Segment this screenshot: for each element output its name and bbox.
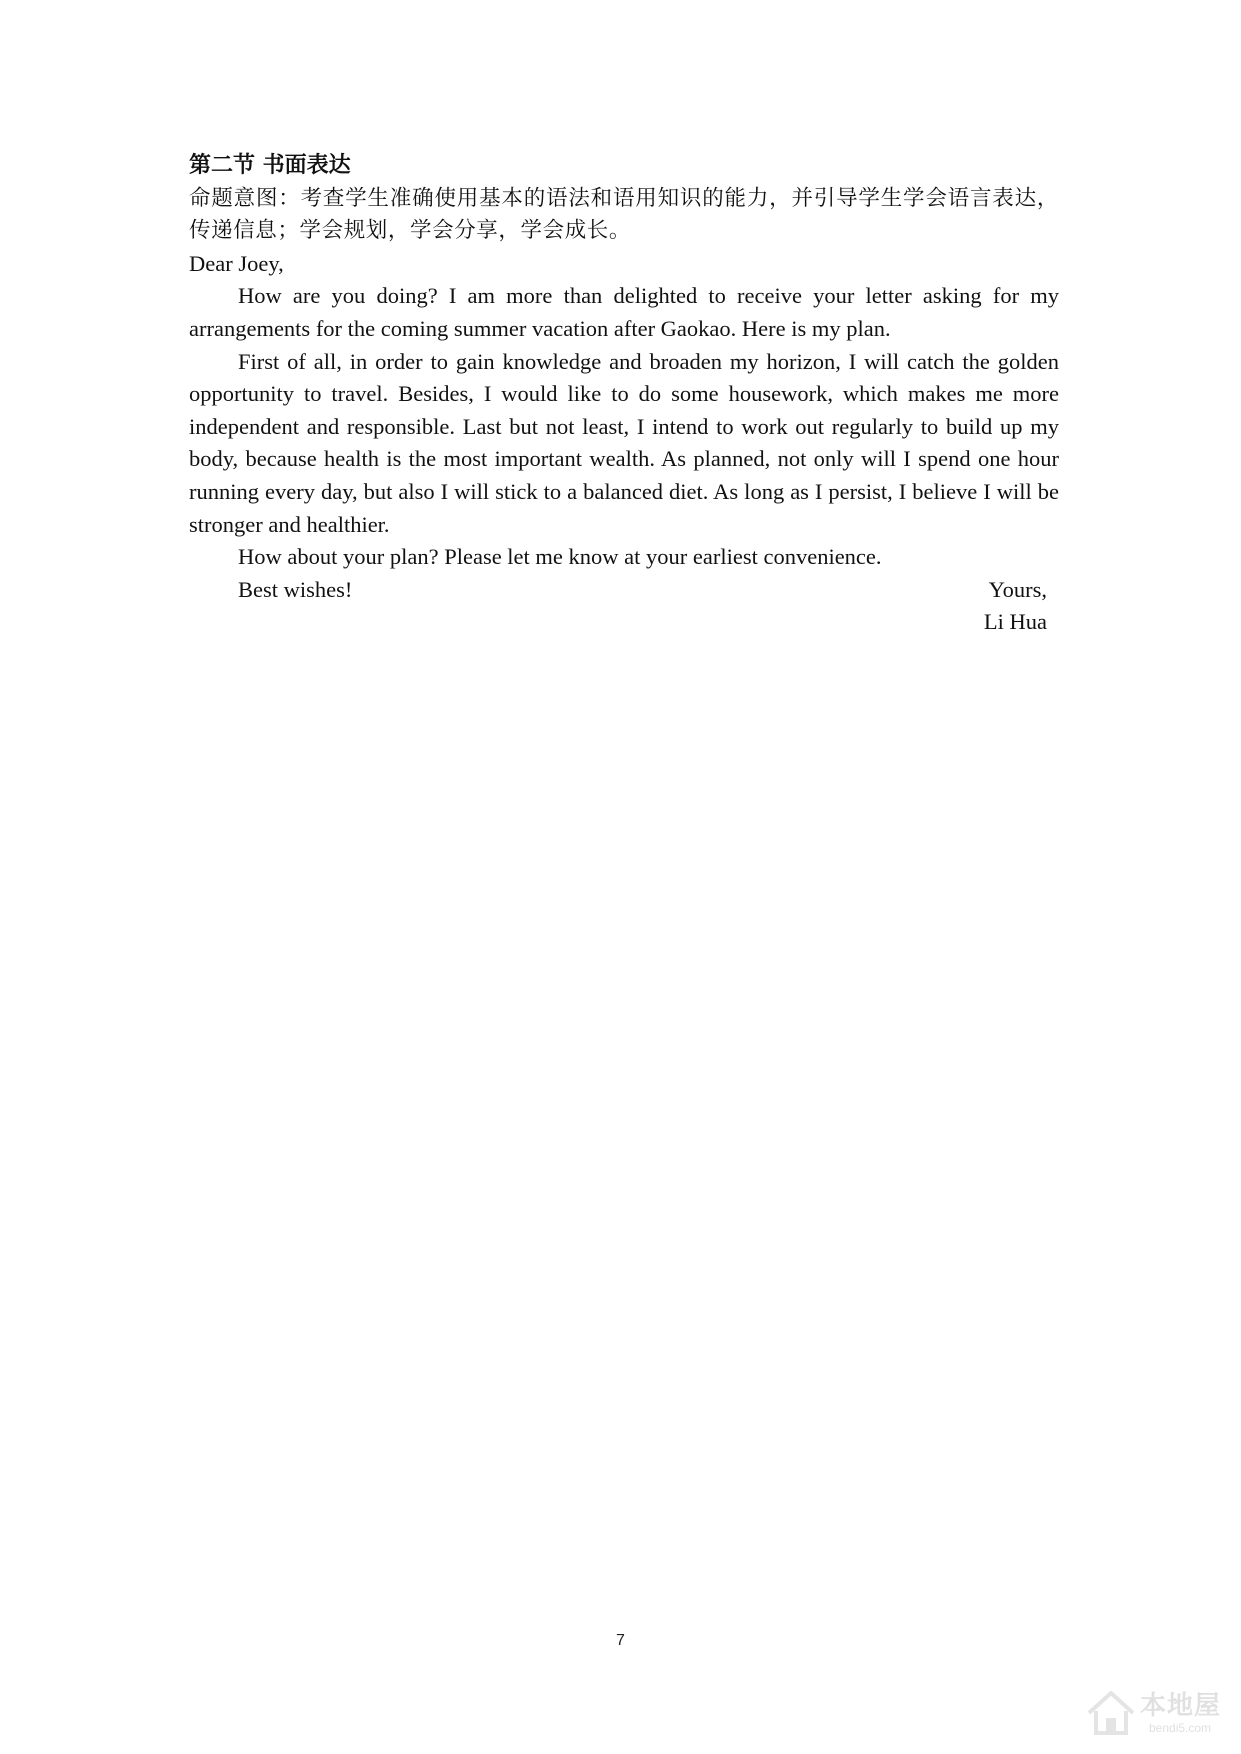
letter-closing: Best wishes! — [238, 576, 353, 602]
question-intent: 命题意图：考查学生准确使用基本的语法和语用知识的能力，并引导学生学会语言表达，传递信息；学会规划，学会分享，学会成长。 — [189, 185, 1059, 244]
letter-greeting: Dear Joey, — [189, 250, 284, 276]
letter-paragraph-1: How are you doing? I am more than delighted to receive your letter asking for my arrangements for the coming summer vacation after Gaokao. Here is my plan. — [189, 283, 1059, 341]
document-body — [189, 150, 1059, 639]
letter-closing-row — [189, 574, 1059, 607]
house-icon — [1085, 1687, 1137, 1739]
letter-signature: Li Hua — [983, 609, 1047, 635]
watermark — [1085, 1683, 1235, 1747]
letter-signature-row — [189, 606, 1059, 639]
watermark-domain: bendi5.com — [1149, 1721, 1212, 1735]
letter-paragraph-2: First of all, in order to gain knowledge and broaden my horizon, I will catch the golden opportunity to travel. Besides, I would like to do some housework, which makes me more independent and responsible. Last but not least, I intend to work out regularly to build up my body, because health is the most important wealth. As planned, not only will I spend one hour running every day, but also I will stick to a balanced diet. As long as I persist, I believe I will be stronger and healthier. — [189, 348, 1059, 537]
page-number: 7 — [616, 1632, 625, 1649]
letter-paragraph-3: How about your plan? Please let me know at your earliest convenience. — [238, 544, 882, 570]
letter-sign-off: Yours, — [988, 576, 1047, 602]
watermark-text: 本地屋 — [1140, 1691, 1222, 1721]
section-title: 第二节 书面表达 — [189, 153, 351, 178]
